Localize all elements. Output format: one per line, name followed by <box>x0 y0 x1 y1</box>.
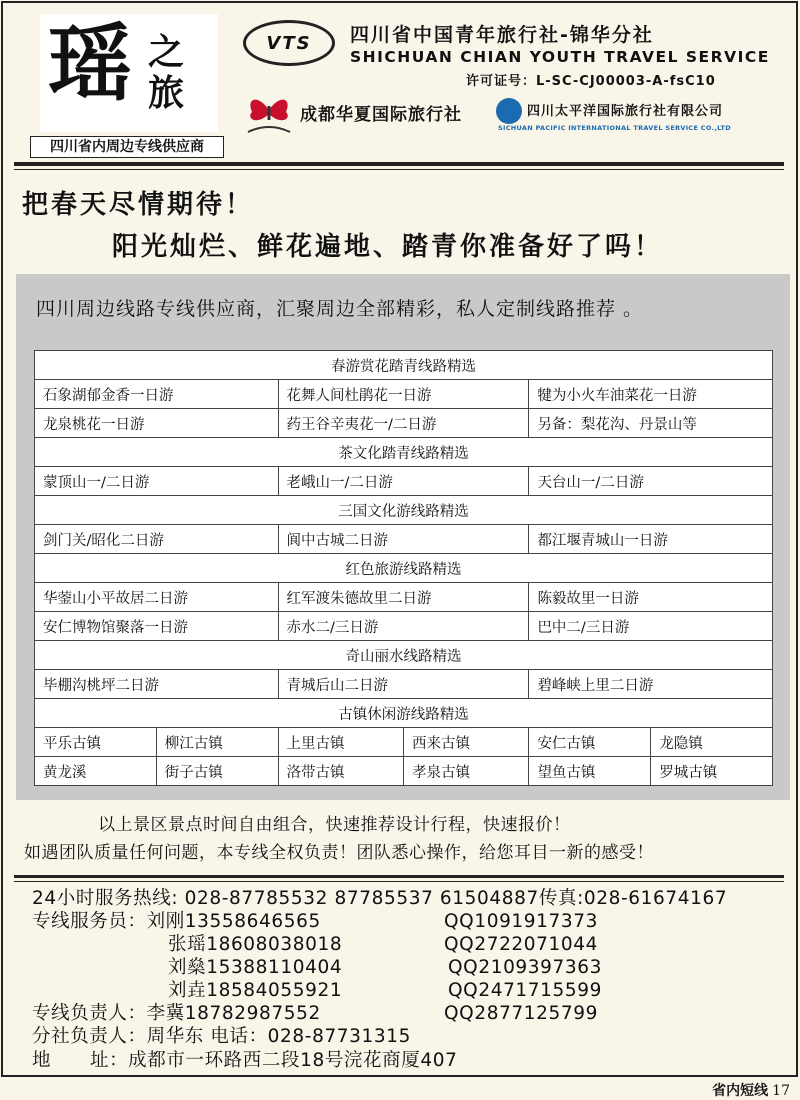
pacific-english-name: SICHUAN PACIFIC INTERNATIONAL TRAVEL SERVICE CO.,LTD <box>498 124 731 132</box>
slogan-line-2: 阳光灿烂、鲜花遍地、踏青你准备好了吗！ <box>112 232 664 262</box>
route-cell: 另备：梨花沟、丹景山等 <box>529 409 773 438</box>
address: 地 址：成都市一环路西二段18号浣花商厦407 <box>32 1050 458 1071</box>
table-row <box>35 728 773 757</box>
contact-divider-thin <box>14 881 784 882</box>
page-footer <box>712 1080 790 1100</box>
route-cell: 都江堰青城山一日游 <box>529 525 773 554</box>
staff-row <box>168 979 768 1002</box>
section-header-row <box>35 438 773 467</box>
staff-label: 专线服务员： <box>32 911 147 932</box>
header-divider-thin <box>14 169 784 170</box>
route-cell: 毕棚沟桃坪二日游 <box>35 670 279 699</box>
pacific-agency-name: 四川太平洋国际旅行社有限公司 <box>527 104 724 119</box>
table-row <box>35 467 773 496</box>
section-title: 茶文化踏青线路精选 <box>35 438 773 467</box>
staff-qq: QQ1091917373 <box>444 911 599 932</box>
note-guarantee: 如遇团队质量任何问题，本专线全权负责！团队悉心操作，给您耳目一新的感受！ <box>24 843 654 863</box>
staff-row <box>168 933 768 956</box>
town-cell: 柳江古镇 <box>156 728 278 757</box>
section-title: 红色旅游线路精选 <box>35 554 773 583</box>
huaxia-agency-name: 成都华夏国际旅行社 <box>300 105 462 125</box>
table-row <box>35 612 773 641</box>
route-cell: 花舞人间杜鹃花一日游 <box>278 380 529 409</box>
contact-divider <box>14 875 784 878</box>
staff-row <box>168 956 768 979</box>
route-cell: 华蓥山小平故居二日游 <box>35 583 279 612</box>
hotline: 24小时服务热线: 028-87785532 87785537 61504887传真:028-61674167 <box>32 888 728 909</box>
staff-name: 张瑶18608038018 <box>168 934 343 955</box>
section-title: 奇山丽水线路精选 <box>35 641 773 670</box>
staff-qq: QQ2109397363 <box>448 957 603 978</box>
table-row <box>35 380 773 409</box>
town-cell: 洛带古镇 <box>278 757 403 786</box>
staff-qq: QQ2471715599 <box>448 980 603 1001</box>
town-cell: 西来古镇 <box>403 728 528 757</box>
route-cell: 红军渡朱德故里二日游 <box>278 583 529 612</box>
route-cell: 龙泉桃花一日游 <box>35 409 279 438</box>
routes-table <box>34 350 773 786</box>
route-cell: 碧峰峡上里二日游 <box>529 670 773 699</box>
cyts-title: 四川省中国青年旅行社-锦华分社 <box>350 24 654 46</box>
section-title: 春游赏花踏青线路精选 <box>35 351 773 380</box>
section-header-row <box>35 496 773 525</box>
section-title: 三国文化游线路精选 <box>35 496 773 525</box>
town-cell: 孝泉古镇 <box>403 757 528 786</box>
table-row <box>35 525 773 554</box>
route-cell: 天台山一/二日游 <box>529 467 773 496</box>
slogan-line-1: 把春天尽情期待！ <box>22 190 255 220</box>
staff-name: 刘燊15388110404 <box>168 957 343 978</box>
route-cell: 剑门关/昭化二日游 <box>35 525 279 554</box>
route-cell: 阆中古城二日游 <box>278 525 529 554</box>
section-header-row <box>35 699 773 728</box>
route-cell: 陈毅故里一日游 <box>529 583 773 612</box>
logo-main-char: 瑶 <box>48 14 133 113</box>
town-cell: 安仁古镇 <box>529 728 651 757</box>
cyts-english-name: SHICHUAN CHIAN YOUTH TRAVEL SERVICE <box>350 48 770 66</box>
route-cell: 蒙顶山一/二日游 <box>35 467 279 496</box>
cyts-emblem-icon <box>243 20 335 66</box>
staff-name: 刘刚13558646565 <box>146 911 321 932</box>
section-title: 古镇休闲游线路精选 <box>35 699 773 728</box>
route-cell: 赤水二/三日游 <box>278 612 529 641</box>
lead-name: 李冀18782987552 <box>146 1003 321 1024</box>
lead-label: 专线负责人： <box>32 1003 147 1024</box>
lead-qq: QQ2877125799 <box>444 1003 599 1024</box>
logo-side-chars: 之旅 <box>148 31 185 115</box>
lead-row <box>32 1002 772 1025</box>
route-cell: 药王谷辛夷花一/二日游 <box>278 409 529 438</box>
town-cell: 罗城古镇 <box>651 757 773 786</box>
note-combination: 以上景区景点时间自由组合，快速推荐设计行程，快速报价！ <box>98 815 571 835</box>
town-cell: 上里古镇 <box>278 728 403 757</box>
staff-qq: QQ2722071044 <box>444 934 599 955</box>
town-cell: 望鱼古镇 <box>529 757 651 786</box>
section-header-row <box>35 554 773 583</box>
town-cell: 黄龙溪 <box>35 757 157 786</box>
header-divider <box>14 162 784 166</box>
butterfly-icon <box>244 92 294 138</box>
section-header-row <box>35 351 773 380</box>
route-cell: 安仁博物馆聚落一日游 <box>35 612 279 641</box>
route-cell: 石象湖郁金香一日游 <box>35 380 279 409</box>
section-header-row <box>35 641 773 670</box>
section-name: 省内短线 <box>712 1083 769 1099</box>
route-cell: 巴中二/三日游 <box>529 612 773 641</box>
page-number: 17 <box>772 1083 790 1099</box>
route-cell: 老峨山一/二日游 <box>278 467 529 496</box>
table-row <box>35 583 773 612</box>
route-cell: 犍为小火车油菜花一日游 <box>529 380 773 409</box>
town-cell: 平乐古镇 <box>35 728 157 757</box>
globe-icon <box>496 98 522 124</box>
staff-row <box>32 910 772 933</box>
routes-panel <box>16 274 790 800</box>
yao-zhi-lv-logo <box>40 14 218 132</box>
logo-caption: 四川省内周边专线供应商 <box>30 136 224 158</box>
table-row <box>35 757 773 786</box>
route-cell: 青城后山二日游 <box>278 670 529 699</box>
license-number: 许可证号：L-SC-CJ00003-A-fsC10 <box>466 74 716 89</box>
town-cell: 街子古镇 <box>156 757 278 786</box>
town-cell: 龙隐镇 <box>651 728 773 757</box>
table-row <box>35 670 773 699</box>
staff-name: 刘垚18584055921 <box>168 980 343 1001</box>
branch-manager: 分社负责人：周华东 电话：028-87731315 <box>32 1026 412 1047</box>
table-row <box>35 409 773 438</box>
cyts-emblem-text: VTS <box>266 32 312 54</box>
routes-intro: 四川周边线路专线供应商，汇聚周边全部精彩，私人定制线路推荐 。 <box>36 298 644 320</box>
